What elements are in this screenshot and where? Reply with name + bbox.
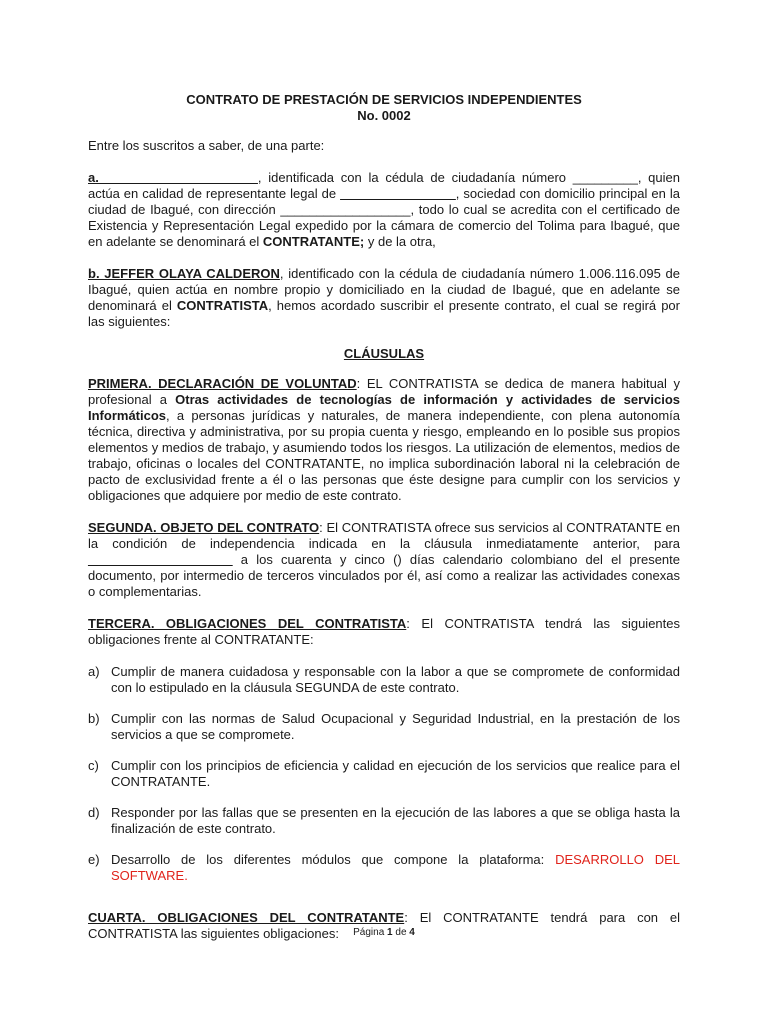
list-item-letter: c)	[88, 758, 99, 773]
contract-number: No. 0002	[357, 108, 411, 123]
list-item-letter: b)	[88, 711, 100, 726]
clause-tercera-text-1: : El CONTRATISTA tendrá las siguientes obligaciones frente al CONTRATANTE:	[88, 616, 680, 647]
list-item-letter: a)	[88, 664, 100, 679]
clause-segunda-text-2: a los cuarenta y cinco () días calendario colombiano del el presente documento, por intermedio de terceros vinculados por él, así como a realizar las actividades conexas o complementarias.	[88, 552, 680, 599]
party-a-text-1: , identificada con la cédula de ciudadanía número _________, quien actúa en calidad de representante legal de	[88, 170, 680, 201]
list-item-text: Cumplir con las normas de Salud Ocupacional y Seguridad Industrial, en la prestación de los servicios a que se compromete.	[111, 711, 680, 742]
clause-segunda-blank: ____________________	[88, 552, 233, 567]
list-item-e-text: Desarrollo de los diferentes módulos que compone la plataforma:	[111, 852, 556, 867]
party-a-text-2: , sociedad con domicilio principal en la ciudad de Ibagué, con dirección __________________, todo lo cual se acredita con el certificado de Existencia y Representación Legal expedido por la cámara de comercio del Tolima para Ibagué, que en adelante se denominará el	[88, 186, 680, 249]
page-footer	[0, 925, 768, 941]
footer-page-total: 4	[409, 927, 415, 938]
clause-primera	[88, 376, 680, 504]
list-item-text: Cumplir con los principios de eficiencia y calidad en ejecución de los servicios que realice para el CONTRATANTE.	[111, 758, 680, 789]
clause-cuarta-text-1: : El CONTRATANTE tendrá para con el CONTRATISTA las siguientes obligaciones:	[88, 910, 681, 941]
clause-primera-activity: Otras actividades de tecnologías de información y actividades de servicios Informáticos	[88, 392, 680, 423]
footer-of-label: de	[395, 927, 407, 938]
party-b-paragraph	[88, 266, 680, 330]
party-b-role: CONTRATISTA	[176, 298, 269, 313]
obligations-list	[88, 664, 680, 884]
party-b-label: b. JEFFER OLAYA CALDERON	[88, 266, 280, 281]
party-a-text-3: y de la otra,	[364, 234, 436, 249]
party-b-text-2: , hemos acordado suscribir el presente contrato, el cual se regirá por las siguientes:	[88, 298, 680, 329]
clause-segunda	[88, 520, 680, 600]
list-item-text: Cumplir de manera cuidadosa y responsable con la labor a que se compromete de conformidad con lo estipulado en la cláusula SEGUNDA de este contrato.	[111, 664, 680, 695]
list-item	[88, 711, 680, 743]
clause-segunda-heading: SEGUNDA. OBJETO DEL CONTRATO	[88, 520, 320, 535]
list-item-text: Responder por las fallas que se presenten en la ejecución de las labores a que se obliga hasta la finalización de este contrato.	[111, 805, 680, 836]
party-a-label: a.______________________	[88, 170, 258, 185]
clause-tercera-heading: TERCERA. OBLIGACIONES DEL CONTRATISTA	[88, 616, 407, 631]
clause-primera-text-1: : EL CONTRATISTA se dedica de manera habitual y profesional a	[88, 376, 680, 407]
intro-paragraph: Entre los suscritos a saber, de una parte:	[88, 138, 325, 153]
list-item-text	[111, 852, 680, 884]
clause-segunda-text-1: : El CONTRATISTA ofrece sus servicios al CONTRATANTE en la condición de independencia indicada en la cláusula inmediatamente anterior, para	[88, 520, 680, 551]
clause-primera-heading: PRIMERA. DECLARACIÓN DE VOLUNTAD	[88, 376, 357, 391]
clause-primera-text-2: , a personas jurídicas y naturales, de manera independiente, con plena autonomía técnica, directiva y administrativa, por su propia cuenta y riesgo, empleando en lo posible sus propios elementos y medios de trabajo, y asumiendo todos los riesgos. La utilización de elementos, medios de trabajo, oficinas o locales del CONTRATANTE, no implica subordinación laboral ni la celebración de pacto de exclusividad frente a él o las personas que éste designe para cumplir con los servicios y obligaciones que adquiere por medio de este contrato.	[88, 408, 680, 503]
list-item	[88, 758, 680, 790]
clause-cuarta-heading: CUARTA. OBLIGACIONES DEL CONTRATANTE	[88, 910, 405, 925]
list-item	[88, 852, 680, 884]
party-b-text-1: , identificado con la cédula de ciudadanía número 1.006.116.095 de Ibagué, quien actúa en nombre propio y domiciliado en la ciudad de Ibagué, que en adelante se denominará el	[88, 266, 680, 313]
party-a-blank: ________________	[340, 186, 456, 201]
list-item-letter: d)	[88, 805, 100, 820]
document-title: CONTRATO DE PRESTACIÓN DE SERVICIOS INDEPENDIENTES	[186, 92, 582, 107]
clauses-heading: CLÁUSULAS	[343, 346, 425, 361]
footer-page-label: Página	[353, 927, 385, 938]
software-highlight: DESARROLLO DEL SOFTWARE	[111, 852, 681, 883]
list-item	[88, 805, 680, 837]
list-item	[88, 664, 680, 696]
footer-page-current: 1	[387, 927, 393, 938]
party-a-paragraph	[88, 170, 680, 250]
software-highlight-end: .	[184, 868, 188, 883]
list-item-letter: e)	[88, 852, 100, 867]
party-a-role: CONTRATANTE;	[262, 234, 365, 249]
clause-tercera	[88, 616, 680, 648]
